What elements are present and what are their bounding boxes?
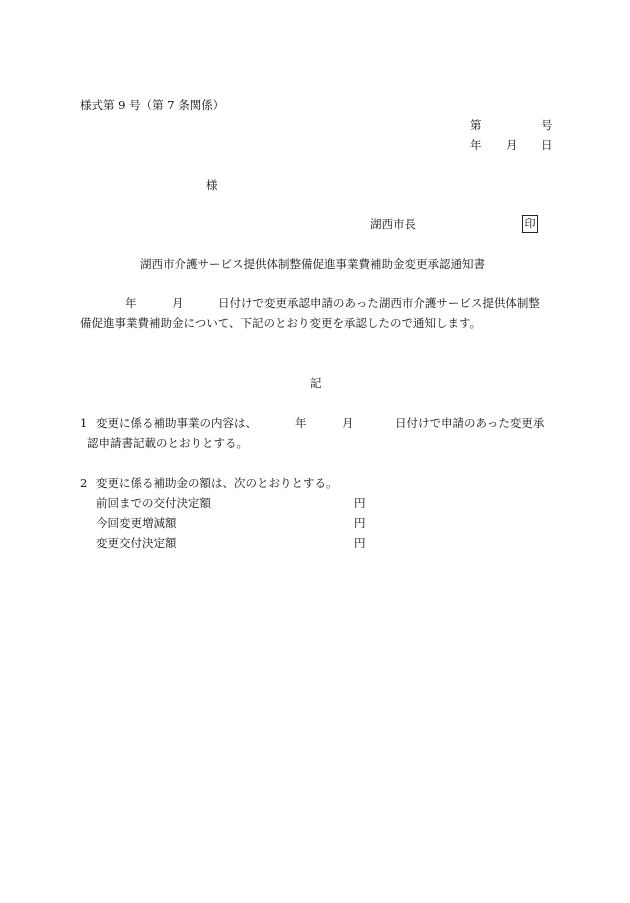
item1-continuation: 認申請書記載のとおりとする。 [87,436,248,450]
item1-year: 年 [295,416,307,430]
seal-mark: 印 [522,215,538,233]
amount-row-label: 前回までの交付決定額 [96,496,211,510]
item1-text: 変更に係る補助事業の内容は、 [96,416,257,430]
addressee-sama: 様 [206,178,218,192]
document-title: 湖西市介護サービス提供体制整備促進事業費補助金変更承認通知書 [140,257,485,271]
doc-date-day: 日 [541,138,553,152]
amount-row-label: 今回変更増減額 [96,516,177,530]
sender-title: 湖西市長 [370,217,416,231]
item1-rest: 日付けで申請のあった変更承 [395,416,545,430]
intro-month: 月 [172,296,184,310]
intro-line-2: 備促進事業費補助金について、下記のとおり変更を承認したので通知します。 [80,316,482,330]
item1-number: 1 [80,416,88,430]
item2-text: 変更に係る補助金の額は、次のとおりとする。 [96,476,338,490]
doc-date-month: 月 [506,138,518,152]
doc-number-dai: 第 [470,118,482,132]
doc-number-go: 号 [541,118,553,132]
item1-month: 月 [342,416,354,430]
ki-heading: 記 [310,376,322,390]
doc-date-year: 年 [470,138,482,152]
amount-row-unit: 円 [354,516,366,530]
form-number: 様式第 9 号（第 7 条関係） [80,98,225,112]
amount-row-unit: 円 [354,536,366,550]
item2-number: 2 [80,476,88,490]
intro-line-1: 日付けで変更承認申請のあった湖西市介護サービス提供体制整 [218,296,540,310]
amount-row-label: 変更交付決定額 [96,536,177,550]
intro-year: 年 [125,296,137,310]
amount-row-unit: 円 [354,496,366,510]
